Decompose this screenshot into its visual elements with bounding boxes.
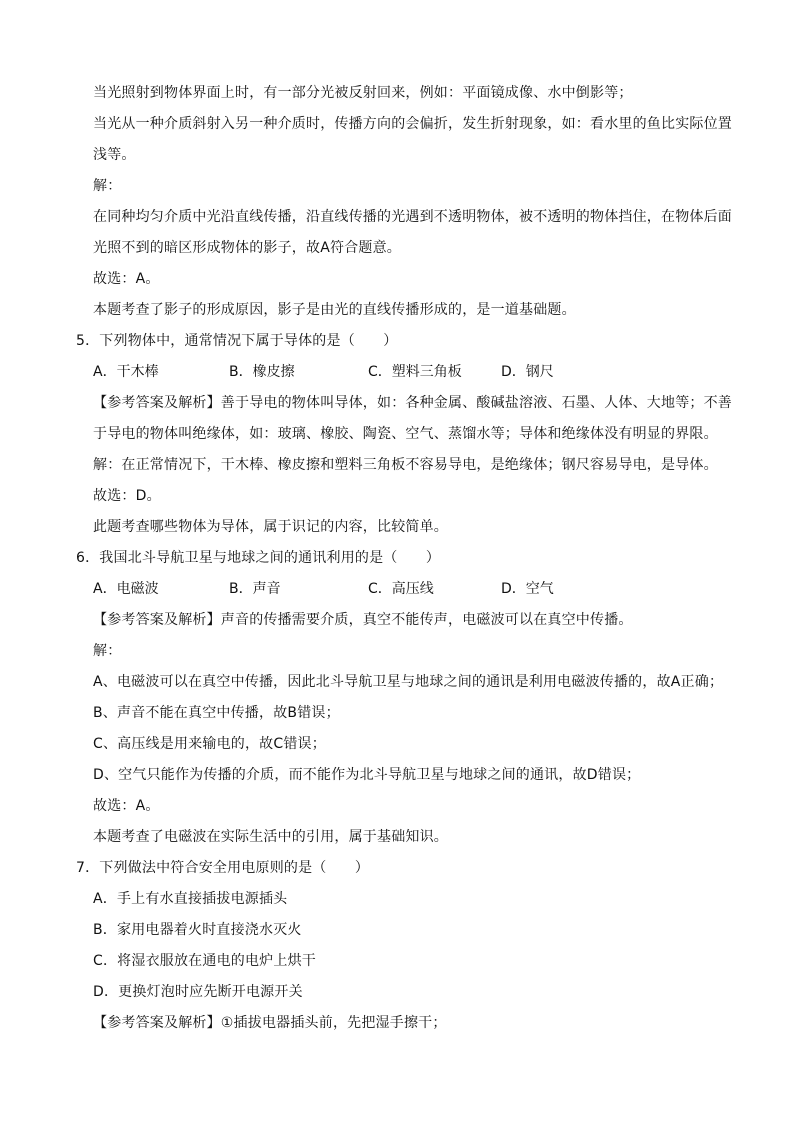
answer-q4: 故选：A。 [93,271,160,287]
q6-explanation: 【参考答案及解析】声音的传播需要介质，真空不能传声，电磁波可以在真空中传播。 [93,612,633,628]
q5-option-a: A．干木棒 [93,364,159,380]
q6-analysis-c: C、高压线是用来输电的，故C错误； [93,736,326,752]
q6-option-d: D．空气 [501,581,554,597]
q7-option-b: B．家用电器着火时直接浇水灭火 [93,922,302,938]
solution-text: 在同种均匀介质中光沿直线传播，沿直线传播的光遇到不透明物体，被不透明的物体挡住，在物体后面 [93,209,732,225]
q6-option-b: B．声音 [229,581,281,597]
paragraph-refraction: 当光从一种介质斜射入另一种介质时，传播方向的会偏折，发生折射现象，如：看水里的鱼比实际位置 [93,116,732,132]
summary-q6: 本题考查了电磁波在实际生活中的引用，属于基础知识。 [93,829,448,845]
solution-label: 解： [93,178,122,194]
solution-text-cont: 光照不到的暗区形成物体的影子，故A符合题意。 [93,240,401,256]
summary-q5: 此题考查哪些物体为导体，属于识记的内容，比较简单。 [93,519,448,535]
q6-option-a: A．电磁波 [93,581,159,597]
q7-explanation: 【参考答案及解析】①插拔电器插头前，先把湿手擦干； [93,1015,447,1031]
q5-solution: 解：在正常情况下，干木棒、橡皮擦和塑料三角板不容易导电，是绝缘体；钢尺容易导电，是导体。 [93,457,718,473]
question-5: 5．下列物体中，通常情况下属于导体的是（ ） [76,333,398,349]
q5-explanation: 【参考答案及解析】善于导电的物体叫导体，如：各种金属、酸碱盐溶液、石墨、人体、大地等；不善 [93,395,732,411]
q6-solution-label: 解： [93,643,122,659]
q6-analysis-b: B、声音不能在真空中传播，故B错误； [93,705,340,721]
q7-option-a: A．手上有水直接插拔电源插头 [93,891,288,907]
paragraph-reflection: 当光照射到物体界面上时，有一部分光被反射回来，例如：平面镜成像、水中倒影等； [93,85,633,101]
q6-analysis-a: A、电磁波可以在真空中传播，因此北斗导航卫星与地球之间的通讯是利用电磁波传播的，故A正确； [93,674,724,690]
paragraph-refraction-cont: 浅等。 [93,147,136,163]
q5-explanation-cont: 于导电的物体叫绝缘体，如：玻璃、橡胶、陶瓷、空气、蒸馏水等；导体和绝缘体没有明显的界限。 [93,426,718,442]
q7-option-d: D．更换灯泡时应先断开电源开关 [93,984,303,1000]
answer-q6: 故选：A。 [93,798,160,814]
summary-q4: 本题考查了影子的形成原因，影子是由光的直线传播形成的，是一道基础题。 [93,302,576,318]
q6-analysis-d: D、空气只能作为传播的介质，而不能作为北斗导航卫星与地球之间的通讯，故D错误； [93,767,641,783]
question-7: 7．下列做法中符合安全用电原则的是（ ） [76,860,370,876]
answer-q5: 故选：D。 [93,488,161,504]
q5-option-b: B．橡皮擦 [229,364,295,380]
q5-option-d: D．钢尺 [501,364,554,380]
q6-option-c: C．高压线 [368,581,434,597]
q7-option-c: C．将湿衣服放在通电的电炉上烘干 [93,953,316,969]
question-6: 6．我国北斗导航卫星与地球之间的通讯利用的是（ ） [76,550,441,566]
q5-option-c: C．塑料三角板 [368,364,462,380]
